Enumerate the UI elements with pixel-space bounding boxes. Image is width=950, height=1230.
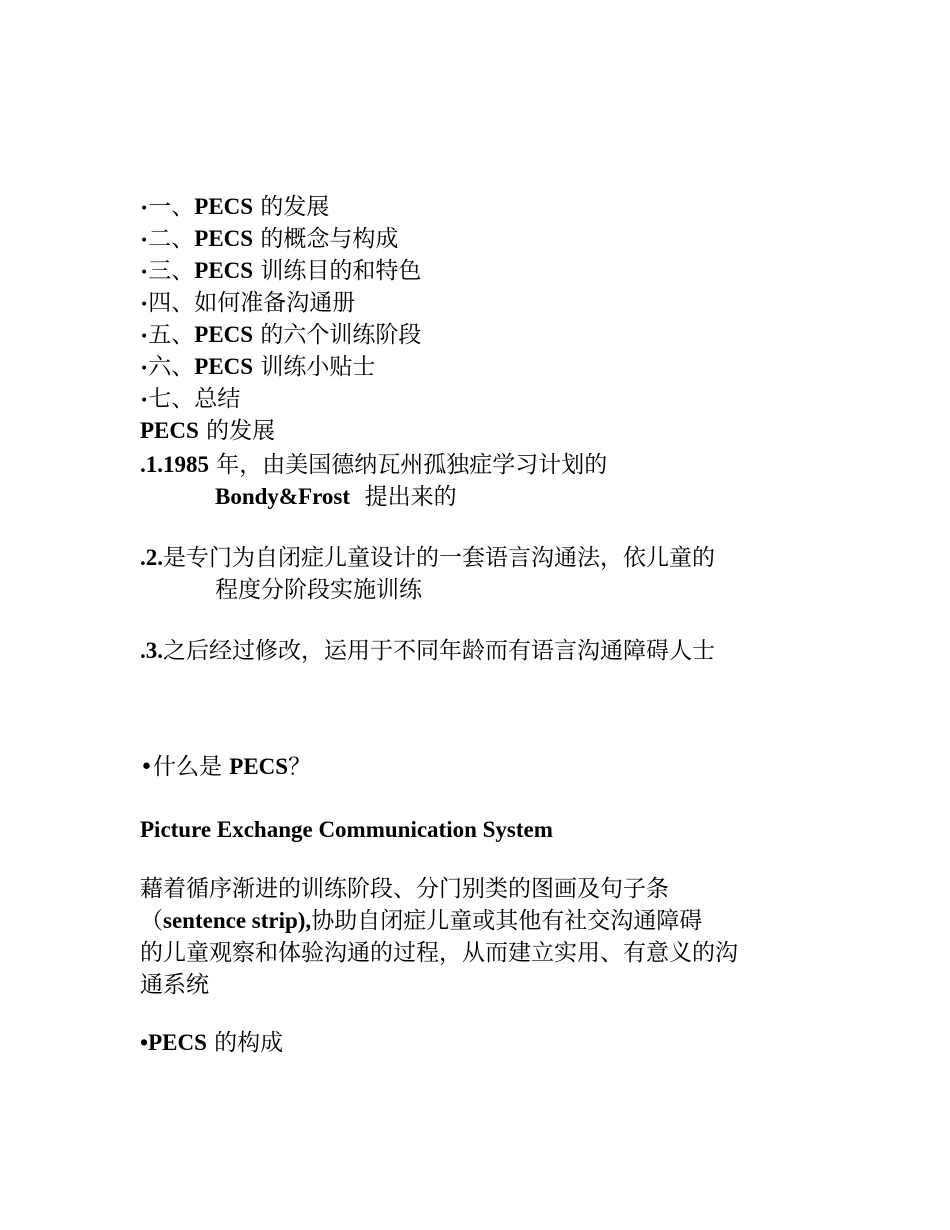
toc-item-1: •一、PECS 的发展 <box>140 194 330 220</box>
paragraph-1-continuation: Bondy&Frost 提出来的 <box>215 484 457 510</box>
toc-item-5: •五、PECS 的六个训练阶段 <box>140 322 422 348</box>
toc-item-2: •二、PECS 的概念与构成 <box>140 226 399 252</box>
toc-item-3: •三、PECS 训练目的和特色 <box>140 258 422 284</box>
paragraph-3: .3.之后经过修改，运用于不同年龄而有语言沟通障碍人士 <box>140 638 715 664</box>
toc-item-6: •六、PECS 训练小贴士 <box>140 354 376 380</box>
paragraph-2-continuation: 程度分阶段实施训练 <box>215 577 422 603</box>
section-heading-development: PECS 的发展 <box>140 418 276 444</box>
paragraph-1: .1.1985 年，由美国德纳瓦州孤独症学习计划的 <box>140 452 608 478</box>
pecs-full-name: Picture Exchange Communication System <box>140 817 553 842</box>
description-line-2: （sentence strip),协助自闭症儿童或其他有社交沟通障碍 <box>140 908 703 934</box>
description-line-1: 藉着循序渐进的训练阶段、分门别类的图画及句子条 <box>140 876 669 902</box>
description-line-4: 通系统 <box>140 972 209 998</box>
what-is-pecs-heading: •什么是 PECS？ <box>140 754 312 780</box>
pecs-composition-heading: •PECS 的构成 <box>140 1030 284 1056</box>
description-line-3: 的儿童观察和体验沟通的过程，从而建立实用、有意义的沟 <box>140 940 738 966</box>
toc-item-4: •四、如何准备沟通册 <box>140 290 356 316</box>
toc-item-7: •七、总结 <box>140 386 241 412</box>
paragraph-2: .2.是专门为自闭症儿童设计的一套语言沟通法，依儿童的 <box>140 545 715 571</box>
